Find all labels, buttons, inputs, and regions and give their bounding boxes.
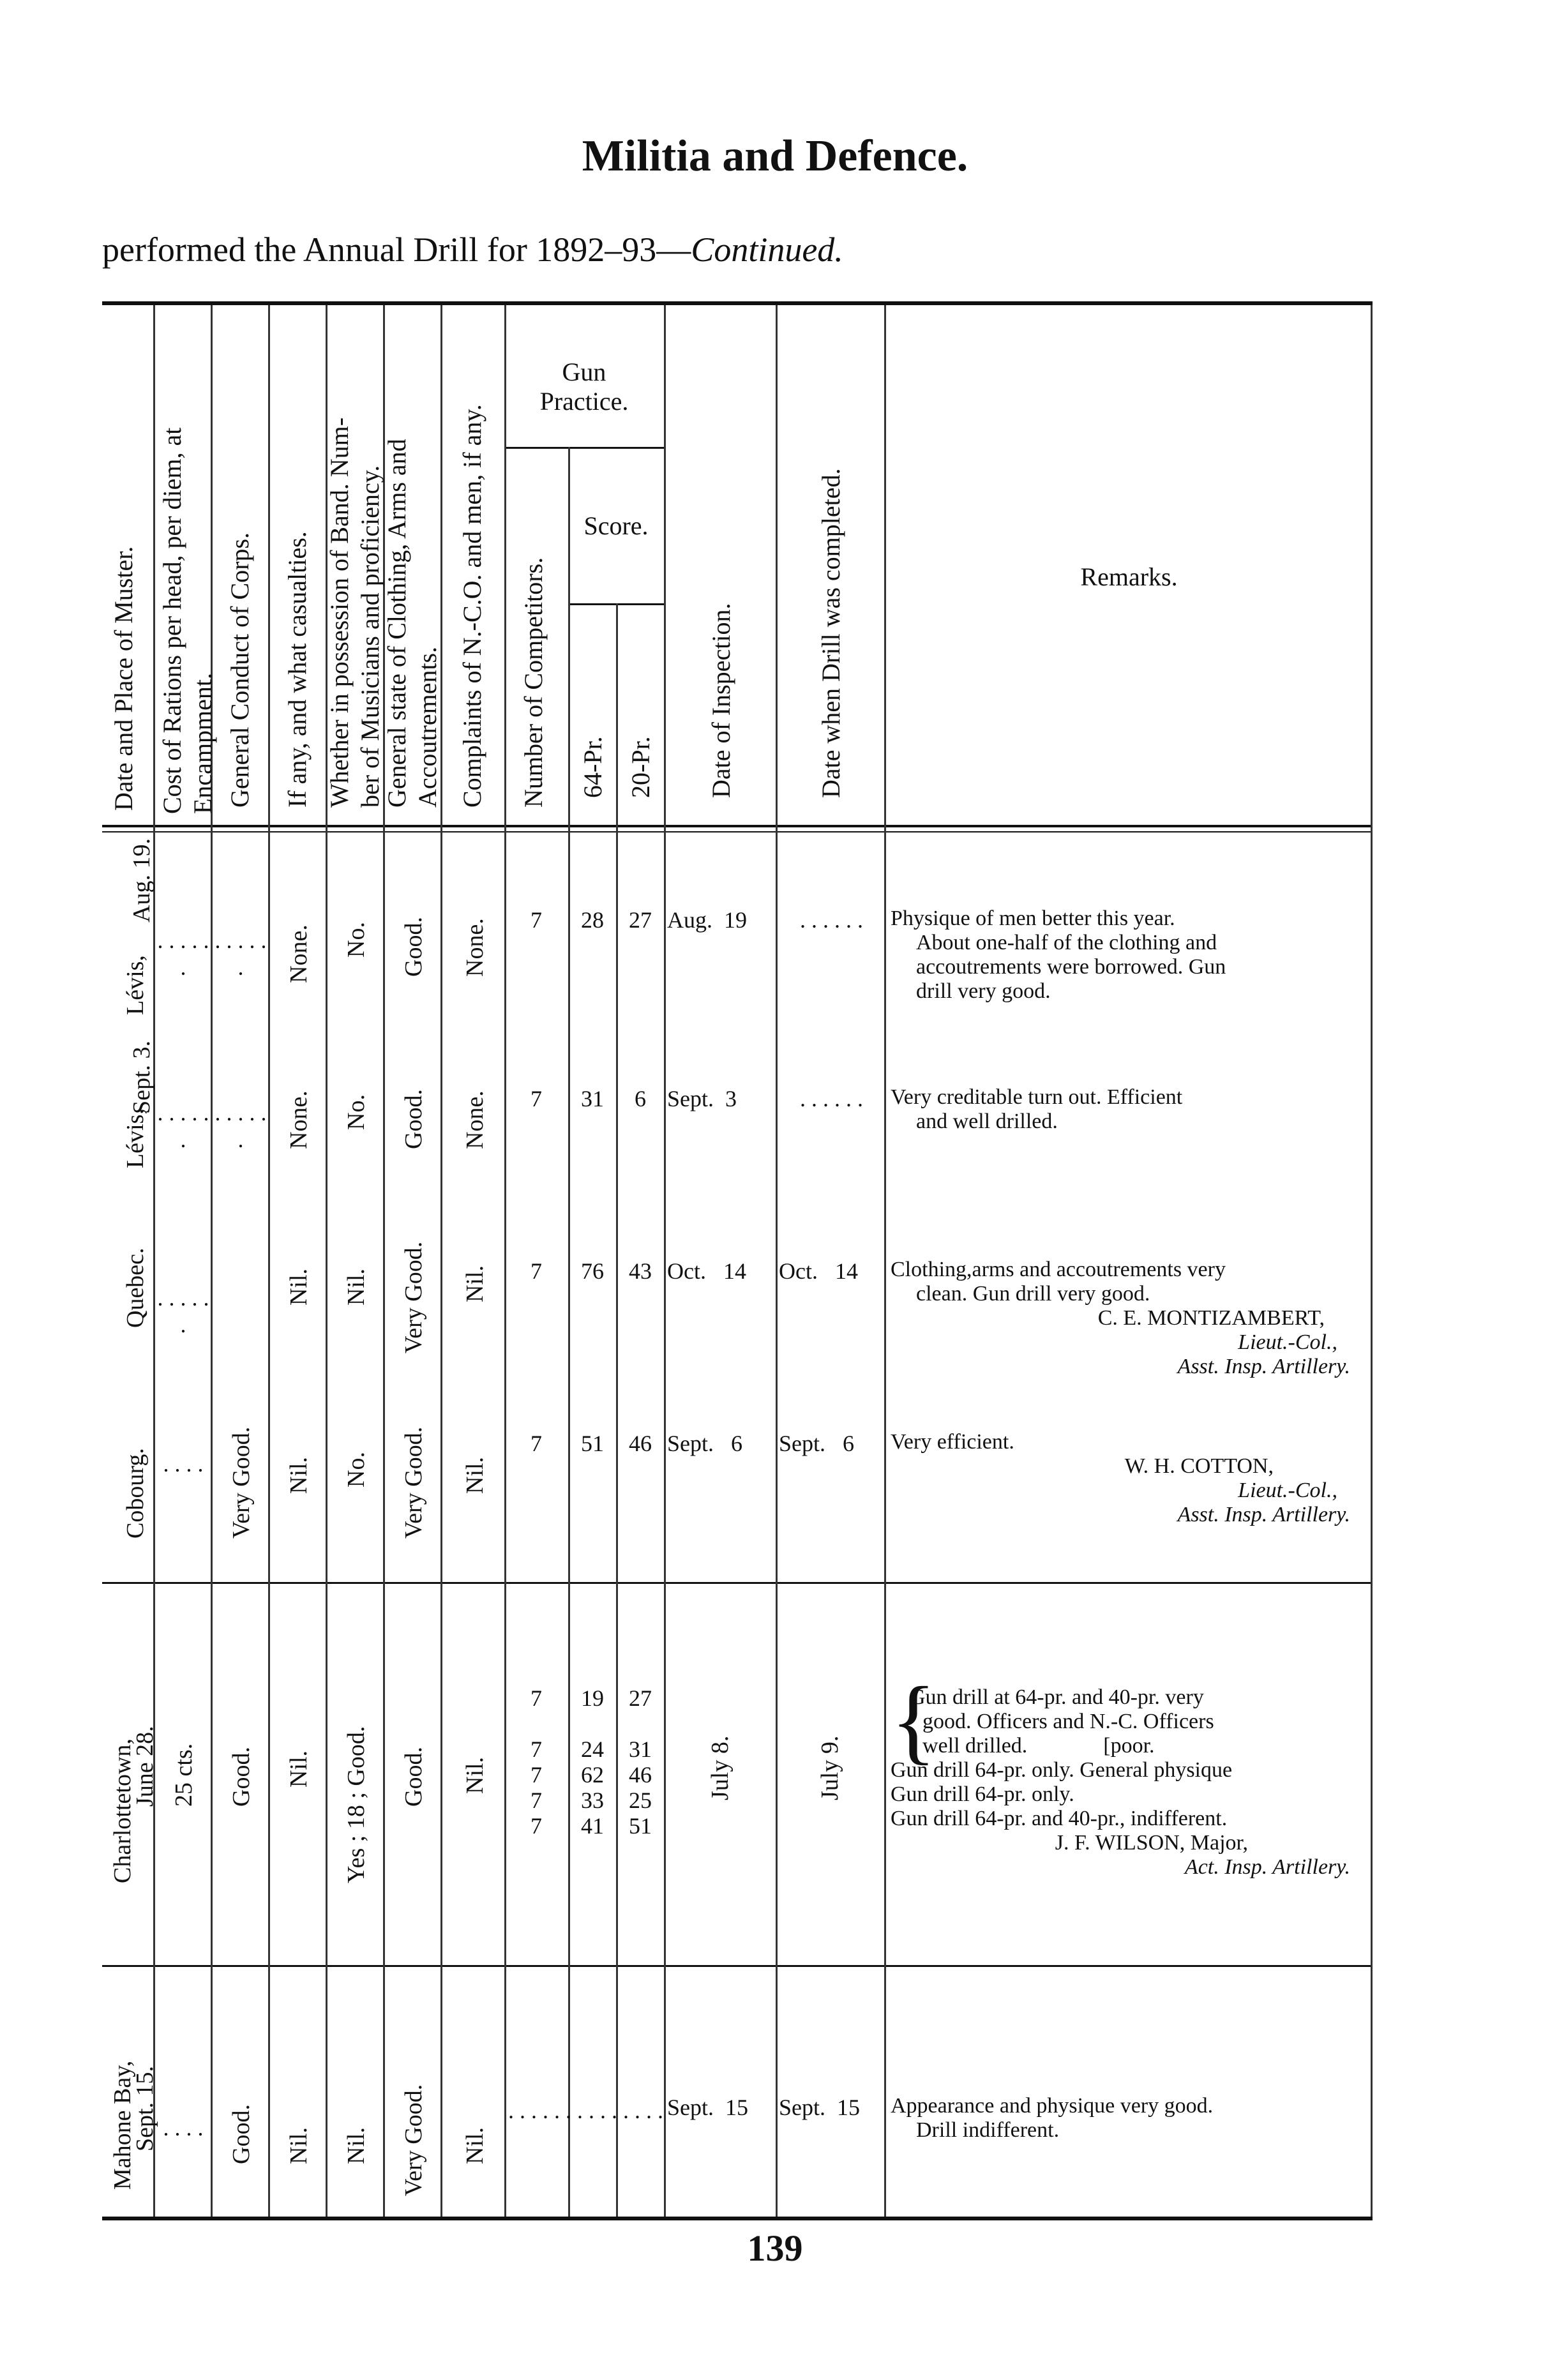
row-divider-2	[102, 1965, 1373, 1967]
signature-rank: Lieut.-Col.,	[1238, 1330, 1337, 1354]
row-inspection: Aug. 19	[667, 907, 747, 933]
row-remarks	[891, 1258, 1350, 1379]
col-line-7	[504, 305, 506, 2217]
remark-line: Appearance and physique very good.	[891, 2094, 1214, 2118]
header-rations	[157, 428, 218, 814]
row-20pr: 46	[629, 1431, 652, 1456]
row-rations: . . . . . .	[157, 1100, 209, 1152]
row-conduct: Good.	[228, 2104, 255, 2164]
header-clothing-line1: General state of Clothing, Arms and	[382, 439, 411, 808]
signature-title: Act. Insp. Artillery.	[1184, 1855, 1350, 1879]
row-inspection: Sept. 15	[667, 2095, 749, 2120]
row-rations: . . . . . .	[157, 928, 209, 980]
page-title: Militia and Defence.	[582, 132, 968, 181]
header-bottom-rule-2	[102, 831, 1373, 832]
score-64pr-value: 19	[581, 1685, 604, 1711]
signature-name: W. H. COTTON,	[1124, 1454, 1274, 1478]
signature-name: C. E. MONTIZAMBERT,	[1097, 1306, 1325, 1330]
row-remarks	[891, 1685, 1350, 1879]
subtitle-text: performed the Annual Drill for 1892–93—	[102, 230, 691, 269]
row-clothing: Very Good.	[400, 1426, 427, 1539]
subtitle-continued: Continued.	[691, 230, 843, 269]
row-inspection: Sept. 6	[667, 1431, 743, 1456]
remark-line: Gun drill 64-pr. only.	[891, 1782, 1074, 1806]
row-band: No.	[343, 1452, 370, 1488]
row-date: Sept. 15.	[132, 2065, 158, 2151]
row-64pr	[570, 1685, 615, 1839]
row-complaints: None.	[462, 918, 488, 977]
remark-line: drill very good.	[916, 979, 1051, 1003]
remark-line: Gun drill 64-pr. only. General physique	[891, 1758, 1233, 1782]
competitors-value: 7	[530, 1762, 542, 1788]
row-inspection: July 8.	[707, 1735, 734, 1800]
remark-line: Gun drill 64-pr. and 40-pr., indifferent.	[891, 1807, 1228, 1830]
row-casualties: None.	[285, 924, 312, 983]
remark-line: good. Officers and N.-C. Officers	[922, 1710, 1214, 1733]
row-competitors: 7	[530, 1258, 542, 1284]
row-completed: . . . . . .	[800, 1086, 863, 1111]
row-completed: July 9.	[816, 1735, 843, 1800]
remark-line: About one-half of the clothing and	[916, 931, 1217, 954]
header-conduct: General Conduct of Corps.	[225, 532, 254, 808]
score-20pr-value: 27	[629, 1685, 652, 1711]
row-complaints: Nil.	[462, 2127, 488, 2164]
table-right-edge	[1371, 305, 1373, 2217]
row-casualties: Nil.	[285, 1456, 312, 1494]
row-rations: 25 cts.	[170, 1743, 197, 1807]
gun-practice-rule	[504, 447, 664, 449]
remark-line: Gun drill at 64-pr. and 40-pr. very	[910, 1685, 1204, 1709]
row-clothing: Very Good.	[400, 1241, 427, 1353]
remark-line: Drill indifferent.	[916, 2118, 1060, 2142]
header-clothing	[382, 439, 443, 808]
row-clothing: Good.	[400, 917, 427, 977]
header-date-place: Date and Place of Muster.	[109, 546, 138, 811]
row-casualties: Nil.	[285, 1750, 312, 1788]
row-conduct: Very Good.	[228, 1426, 255, 1539]
row-place: Lévis,	[122, 955, 149, 1015]
row-place: Charlottetown,	[109, 1738, 136, 1883]
row-20pr: 43	[629, 1258, 652, 1284]
row-conduct: . . . . . .	[214, 1100, 267, 1152]
remark-line: Very efficient.	[891, 1430, 1014, 1454]
header-band-line2: ber of Musicians and proficiency.	[356, 465, 384, 808]
signature-title: Asst. Insp. Artillery.	[1177, 1355, 1350, 1378]
signature-title: Asst. Insp. Artillery.	[1177, 1503, 1350, 1526]
row-clothing: Very Good.	[400, 2084, 427, 2196]
row-rations: . . . . . .	[157, 1285, 209, 1337]
row-casualties: None.	[285, 1090, 312, 1149]
competitors-value: 7	[530, 1736, 542, 1762]
header-band-line1: Whether in possession of Band. Num-	[325, 417, 354, 808]
row-20pr: 27	[629, 907, 652, 933]
col-line-10	[664, 305, 666, 2217]
row-complaints: Nil.	[462, 1265, 488, 1302]
row-divider-1	[102, 1582, 1373, 1584]
row-remarks	[891, 2094, 1213, 2143]
row-casualties: Nil.	[285, 2127, 312, 2164]
page-subtitle	[102, 230, 843, 269]
row-complaints: None.	[462, 1090, 488, 1149]
competitors-value: 7	[530, 1685, 542, 1711]
row-completed: Oct. 14	[779, 1258, 858, 1284]
signature-rank: Lieut.-Col.,	[1238, 1479, 1337, 1502]
remark-line: clean. Gun drill very good.	[916, 1282, 1150, 1306]
header-complaints: Complaints of N.-C.O. and men, if any.	[458, 404, 486, 808]
header-rations-line1: Cost of Rations per head, per diem, at	[158, 427, 186, 814]
header-remarks: Remarks.	[1080, 562, 1178, 591]
remark-line: Clothing,arms and accoutrements very	[891, 1258, 1226, 1281]
col-line-11	[776, 305, 778, 2217]
row-20pr	[618, 1685, 663, 1839]
row-band: No.	[343, 922, 370, 958]
row-complaints: Nil.	[462, 1456, 488, 1494]
row-competitors: 7	[530, 1086, 542, 1111]
score-64pr-value: 62	[581, 1762, 604, 1788]
col-line-3	[268, 305, 270, 2217]
row-date: Aug. 19.	[128, 838, 155, 923]
header-inspection: Date of Inspection.	[707, 603, 735, 798]
col-line-12	[884, 305, 886, 2217]
row-rations: . . . .	[163, 1451, 204, 1477]
row-64pr: 76	[581, 1258, 604, 1284]
row-place: Lévis,	[122, 1108, 149, 1168]
row-64pr: 51	[581, 1431, 604, 1456]
header-20pr: 20-Pr.	[626, 736, 655, 798]
row-completed: . . . . . .	[800, 907, 863, 933]
score-64pr-value: 33	[581, 1788, 604, 1813]
row-competitors: 7	[530, 907, 542, 933]
row-band: Nil.	[343, 1268, 370, 1306]
row-place: Cobourg.	[122, 1448, 149, 1539]
remark-line: Very creditable turn out. Efficient	[891, 1085, 1183, 1109]
row-20pr: 6	[635, 1086, 646, 1111]
row-remarks	[891, 907, 1226, 1004]
score-64pr-value: 24	[581, 1736, 604, 1762]
competitors-value: 7	[530, 1813, 542, 1839]
col-line-8	[568, 447, 570, 2217]
row-conduct: Good.	[228, 1747, 255, 1807]
table-top-rule	[102, 301, 1373, 305]
header-64pr: 64-Pr.	[578, 736, 607, 798]
row-band: No.	[343, 1094, 370, 1130]
row-casualties: Nil.	[285, 1268, 312, 1306]
row-date: Sept. 3.	[128, 1040, 155, 1114]
row-clothing: Good.	[400, 1747, 427, 1807]
score-20pr-value: 25	[629, 1788, 652, 1813]
remark-line: and well drilled.	[916, 1110, 1058, 1133]
remark-line: well drilled. [poor.	[922, 1734, 1155, 1758]
row-competitors: 7	[530, 1431, 542, 1456]
row-completed: Sept. 15	[779, 2095, 861, 2120]
row-64pr: 28	[581, 907, 604, 933]
header-band	[324, 418, 386, 808]
header-score: Score.	[583, 511, 649, 540]
row-inspection: Oct. 14	[667, 1258, 746, 1284]
header-competitors: Number of Competitors.	[519, 557, 548, 808]
score-20pr-value: 31	[629, 1736, 652, 1762]
row-remarks	[891, 1430, 1350, 1527]
row-date: June 28.	[132, 1726, 158, 1807]
header-clothing-line2: Accoutrements.	[413, 646, 442, 808]
row-clothing: Good.	[400, 1089, 427, 1149]
row-complaints: Nil.	[462, 1756, 488, 1794]
row-band: Yes ; 18 ; Good.	[343, 1726, 370, 1883]
col-line-1	[153, 305, 155, 2217]
row-competitors: . . . . . . . . . . . . . .	[508, 2098, 663, 2123]
row-completed: Sept. 6	[779, 1431, 855, 1456]
row-remarks	[891, 1085, 1182, 1134]
signature-name: J. F. WILSON, Major,	[1055, 1831, 1248, 1855]
remarks-brace: {	[891, 1668, 937, 1774]
table-bottom-rule	[102, 2217, 1373, 2220]
row-competitors	[508, 1685, 565, 1839]
score-20pr-value: 51	[629, 1813, 652, 1839]
score-20pr-value: 46	[629, 1762, 652, 1788]
row-conduct: . . . . . .	[214, 928, 267, 980]
remark-line: Physique of men better this year.	[891, 907, 1175, 930]
row-64pr: 31	[581, 1086, 604, 1111]
row-place: Mahone Bay,	[109, 2060, 136, 2190]
row-band: Nil.	[343, 2127, 370, 2164]
header-casualties: If any, and what casualties.	[283, 531, 312, 808]
score-64pr-value: 41	[581, 1813, 604, 1839]
header-bottom-rule	[102, 825, 1373, 827]
row-rations: . . . .	[163, 2115, 204, 2141]
page-number: 139	[747, 2227, 803, 2269]
header-gun-practice: Gun Practice.	[539, 358, 629, 416]
header-completed: Date when Drill was completed.	[816, 468, 845, 798]
row-inspection: Sept. 3	[667, 1086, 737, 1111]
row-place: Quebec.	[122, 1247, 149, 1328]
competitors-value: 7	[530, 1788, 542, 1813]
header-rations-line2: Encampment.	[188, 672, 217, 814]
remark-line: accoutrements were borrowed. Gun	[916, 955, 1226, 979]
col-line-9	[616, 603, 618, 2217]
